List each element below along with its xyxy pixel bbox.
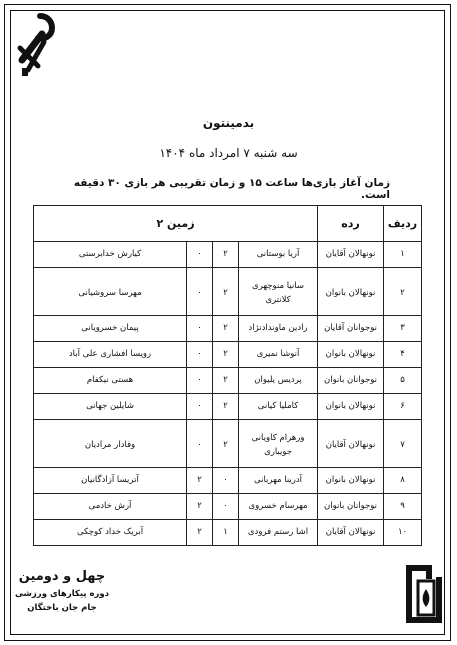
table-row [34, 394, 422, 420]
event-brand [14, 569, 110, 613]
row-number-cell: ۸ [384, 468, 422, 494]
category-cell: نونهالان بانوان [318, 394, 384, 420]
player-one-cell: آنوشا نمیری [239, 342, 318, 368]
score-one-cell: ۲ [213, 268, 239, 316]
table-row [34, 342, 422, 368]
row-number-cell: ۲ [384, 268, 422, 316]
row-number-cell: ۶ [384, 394, 422, 420]
row-number-cell: ۱۰ [384, 520, 422, 546]
table-row [34, 242, 422, 268]
score-one-cell: ۰ [213, 494, 239, 520]
score-one-cell: ۲ [213, 420, 239, 468]
table-header-row [34, 206, 422, 242]
score-one-cell: ۰ [213, 468, 239, 494]
player-one-cell: رادین ماوندادنژاد [239, 316, 318, 342]
row-number-cell: ۷ [384, 420, 422, 468]
player-two-cell: آبریک خداد کوچکی [34, 520, 187, 546]
brand-line-1: چهل و دومین [18, 569, 106, 584]
player-one-cell: ورهرام کاویانی جویباری [239, 420, 318, 468]
table-row [34, 494, 422, 520]
flame-monument-icon [404, 563, 444, 625]
score-one-cell: ۲ [213, 368, 239, 394]
table-row [34, 468, 422, 494]
player-two-cell: آرش خادمی [34, 494, 187, 520]
category-cell: نونهالان آقایان [318, 520, 384, 546]
page-title: بدمینتون [202, 116, 255, 130]
brand-line-2: دوره پیکارهای ورزشی [14, 589, 110, 599]
player-two-cell: رویسا افشاری علی آباد [34, 342, 187, 368]
score-two-cell: ۰ [187, 242, 213, 268]
category-cell: نونهالان آقایان [318, 242, 384, 268]
category-cell: نونهالان بانوان [318, 342, 384, 368]
score-two-cell: ۰ [187, 342, 213, 368]
score-one-cell: ۲ [213, 316, 239, 342]
player-two-cell: هستی نیکفام [34, 368, 187, 394]
match-table [33, 205, 422, 546]
player-one-cell: سانیا منوچهری کلانتری [239, 268, 318, 316]
score-one-cell: ۲ [213, 342, 239, 368]
player-one-cell: پردیس یلیوان [239, 368, 318, 394]
table-row [34, 316, 422, 342]
header-category: رده [318, 206, 384, 242]
player-one-cell: آریا بوستانی [239, 242, 318, 268]
date-line: سه شنبه ۷ امرداد ماه ۱۴۰۴ [159, 146, 298, 160]
event-emblem-icon [14, 12, 56, 78]
table-row [34, 268, 422, 316]
score-two-cell: ۲ [187, 468, 213, 494]
player-one-cell: مهرسام خسروی [239, 494, 318, 520]
score-two-cell: ۲ [187, 494, 213, 520]
table-row [34, 368, 422, 394]
score-two-cell: ۰ [187, 268, 213, 316]
player-two-cell: شایلین جهانی [34, 394, 187, 420]
category-cell: نوجوانان بانوان [318, 368, 384, 394]
score-two-cell: ۲ [187, 520, 213, 546]
table-row [34, 420, 422, 468]
row-number-cell: ۵ [384, 368, 422, 394]
player-two-cell: کیارش خدابرستی [34, 242, 187, 268]
brand-line-3: جام جان باختگان [27, 603, 97, 613]
score-two-cell: ۰ [187, 368, 213, 394]
schedule-note: زمان آغاز بازی‌ها ساعت ۱۵ و زمان تقریبی هر بازی ۳۰ دقیقه است. [73, 177, 390, 201]
table-row [34, 520, 422, 546]
category-cell: نونهالان آقایان [318, 420, 384, 468]
score-one-cell: ۲ [213, 394, 239, 420]
score-two-cell: ۰ [187, 420, 213, 468]
category-cell: نونهالان بانوان [318, 468, 384, 494]
row-number-cell: ۹ [384, 494, 422, 520]
player-one-cell: اشا رستم فرودی [239, 520, 318, 546]
header-row-number: ردیف [384, 206, 422, 242]
player-two-cell: وفادار مرادیان [34, 420, 187, 468]
header-court: زمین ۲ [34, 206, 318, 242]
player-one-cell: کاملیا کیانی [239, 394, 318, 420]
row-number-cell: ۳ [384, 316, 422, 342]
row-number-cell: ۴ [384, 342, 422, 368]
player-two-cell: مهرسا سروشیانی [34, 268, 187, 316]
row-number-cell: ۱ [384, 242, 422, 268]
player-two-cell: پیمان خسرویانی [34, 316, 187, 342]
player-two-cell: آتریسا آزادگانیان [34, 468, 187, 494]
category-cell: نوجوانان آقایان [318, 316, 384, 342]
score-two-cell: ۰ [187, 316, 213, 342]
score-one-cell: ۱ [213, 520, 239, 546]
category-cell: نونهالان بانوان [318, 268, 384, 316]
player-one-cell: آدرینا مهربانی [239, 468, 318, 494]
score-two-cell: ۰ [187, 394, 213, 420]
category-cell: نوجوانان بانوان [318, 494, 384, 520]
score-one-cell: ۲ [213, 242, 239, 268]
